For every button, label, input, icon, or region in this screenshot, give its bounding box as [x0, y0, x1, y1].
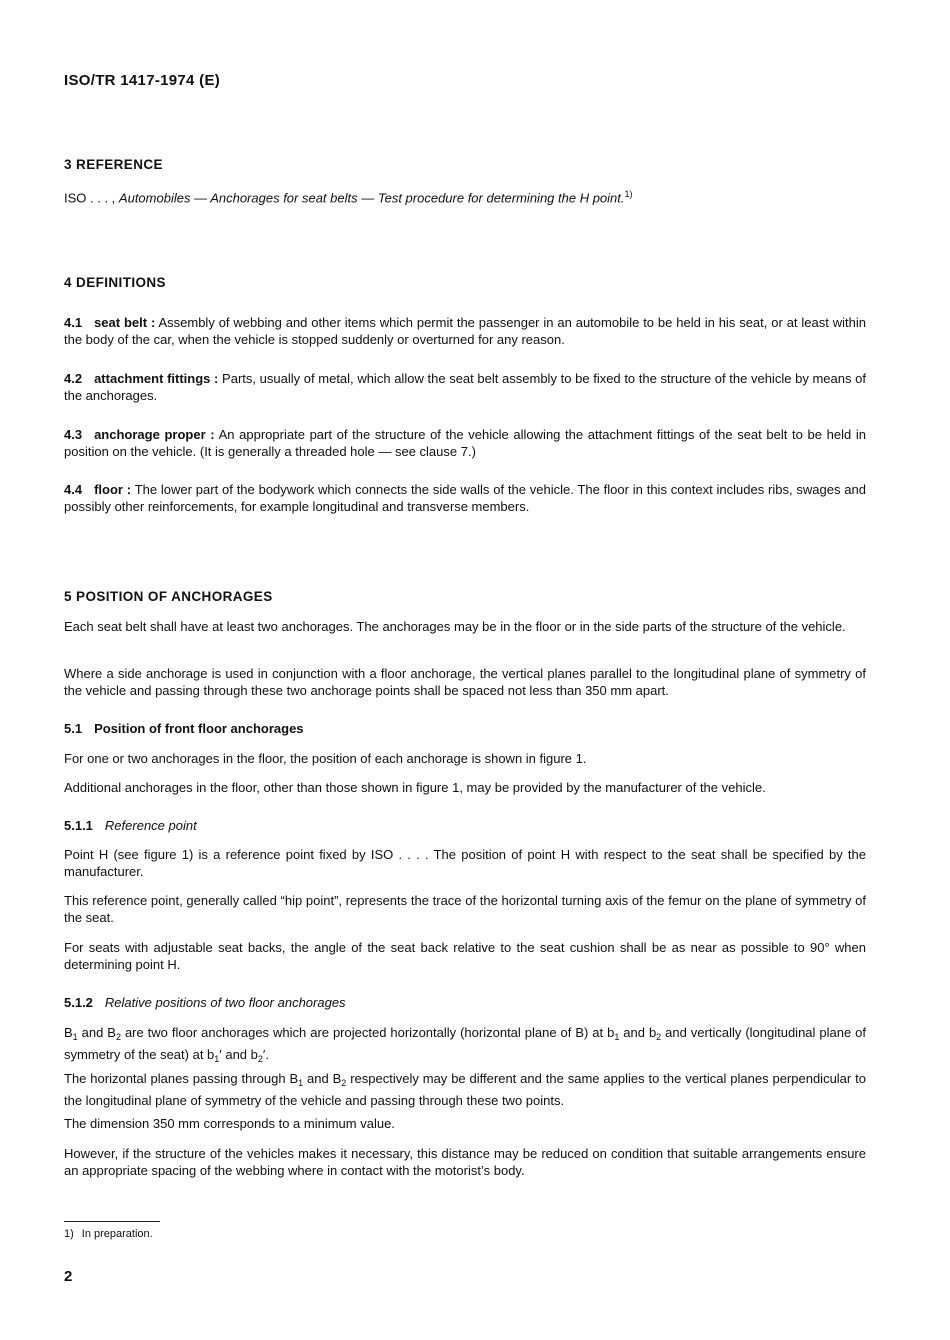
definition-4-4 — [64, 481, 866, 515]
definition-number: 4.4 — [64, 482, 83, 497]
subsection-5-1-2-paragraph-4: However, if the structure of the vehicles makes it necessary, this distance may be reduced on condition that suitable arrangements ensure an appropriate spacing of the webbing where in contact with the motorist’s body. — [64, 1146, 866, 1178]
subscript: 1 — [214, 1054, 220, 1064]
text-segment: and vertically (longitudinal plane of symmetry of the seat) at b — [64, 1025, 866, 1062]
reference-prefix: ISO . . . , — [64, 190, 116, 206]
text-b: B — [64, 1025, 73, 1040]
definition-text: Assembly of webbing and other items which permit the passenger in an automobile to be held in his seat, or at least within the body of the car, when the vehicle is stopped suddenly or overturned for any reason. — [64, 315, 866, 347]
definition-4-1 — [64, 314, 866, 348]
subsection-5-1-2-paragraph-1: $B_1$ and $B_2$ are two floor anchorages which are projected horizontally (horizontal plane of B) at $b_1$ and $b_2$ and vertically (longitudinal plane of symmetry of the seat) at $b_1'$ and $b_2'$. — [64, 1025, 866, 1064]
subsection-5-1-1-paragraph-3: For seats with adjustable seat backs, the angle of the seat back relative to the seat cushion shall be as near as possible to 90° when determining point H. — [64, 940, 866, 972]
definition-4-3 — [64, 426, 866, 460]
definition-number: 4.3 — [64, 427, 83, 442]
subsection-title: Relative positions of two floor anchorages — [104, 995, 346, 1010]
footnote-mark: 1) — [64, 1228, 74, 1240]
reference-title: Automobiles — Anchorages for seat belts — Test procedure for determining the H point. — [118, 190, 625, 206]
subscript: 2 — [115, 1032, 121, 1042]
subsection-5-1-1-paragraph-1: Point H (see figure 1) is a reference point fixed by ISO . . . . The position of point H with respect to the seat shall be specified by the manufacturer. — [64, 847, 866, 879]
definition-text: Parts, usually of metal, which allow the seat belt assembly to be fixed to the structure of the vehicle by means of the anchorages. — [64, 371, 866, 403]
text-end: . — [265, 1047, 269, 1062]
subsection-number: 5.1.1 — [64, 818, 93, 833]
definition-text: An appropriate part of the structure of the vehicle allowing the attachment fittings of the seat belt to be held in position on the vehicle. (It is generally a threaded hole — see clause 7.) — [64, 427, 867, 459]
subscript: 2 — [341, 1078, 347, 1088]
subscript: 1 — [72, 1032, 78, 1042]
prime-mark: ′ — [219, 1047, 222, 1062]
section-5-heading: 5 POSITION OF ANCHORAGES — [64, 589, 273, 604]
subsection-title: Position of front floor anchorages — [94, 721, 304, 736]
subscript: 2 — [656, 1032, 662, 1042]
text-and: and — [221, 1047, 251, 1062]
subsection-number: 5.1 — [64, 721, 83, 736]
section-4-heading: 4 DEFINITIONS — [64, 275, 166, 290]
subsection-5-1-2-paragraph-3: The dimension 350 mm corresponds to a minimum value. — [64, 1116, 395, 1131]
text-and: and — [619, 1025, 649, 1040]
subscript: 2 — [257, 1054, 263, 1064]
text-b: B — [107, 1025, 116, 1040]
text-segment: are two floor anchorages which are projected horizontally (horizontal plane of B) at b — [120, 1025, 615, 1040]
footnote — [64, 1228, 153, 1240]
section-5-paragraph-2: Where a side anchorage is used in conjunction with a floor anchorage, the vertical planes parallel to the longitudinal plane of symmetry of the vehicle and passing through these two anchorage points shall be spaced not less than 350 mm apart. — [64, 666, 866, 698]
section-5-paragraph-1: Each seat belt shall have at least two anchorages. The anchorages may be in the floor or in the side parts of the structure of the vehicle. — [64, 619, 846, 634]
subsection-5-1-heading — [64, 721, 304, 736]
definition-number: 4.2 — [64, 371, 83, 386]
definition-4-2 — [64, 370, 866, 404]
text-and: and — [303, 1071, 333, 1086]
definition-term: seat belt : — [94, 315, 156, 330]
definition-text: The lower part of the bodywork which connects the side walls of the vehicle. The floor in this context includes ribs, swages and possibly other reinforcements, for example longitudinal and transverse members. — [64, 482, 866, 514]
text-and: and — [77, 1025, 108, 1040]
footnote-text: In preparation. — [81, 1228, 153, 1240]
definition-term: attachment fittings : — [94, 371, 219, 386]
text-segment: The horizontal planes passing through B — [64, 1071, 299, 1086]
text-segment: respectively may be different and the same applies to the vertical planes perpendicular to the longitudinal plane of symmetry of the vehicle and passing through these two points. — [64, 1071, 866, 1108]
section-3-heading: 3 REFERENCE — [64, 157, 163, 172]
subsection-5-1-1-heading — [64, 818, 197, 833]
section-3-reference — [64, 186, 866, 206]
subsection-title: Reference point — [104, 818, 197, 833]
subsection-5-1-2-paragraph-2 — [64, 1070, 866, 1109]
subscript: 1 — [298, 1078, 304, 1088]
reference-footnote-mark: 1) — [624, 189, 633, 199]
prime-mark: ′ — [262, 1047, 266, 1062]
subsection-5-1-1-paragraph-2: This reference point, generally called “hip point”, represents the trace of the horizontal turning axis of the femur on the plane of symmetry of the seat. — [64, 893, 866, 925]
definition-term: anchorage proper : — [94, 427, 215, 442]
footnote-divider — [64, 1221, 160, 1222]
subsection-5-1-paragraph-2: Additional anchorages in the floor, other than those shown in figure 1, may be provided by the manufacturer of the vehicle. — [64, 780, 766, 795]
definition-number: 4.1 — [64, 315, 83, 330]
text-b: B — [332, 1071, 342, 1086]
subscript: 1 — [614, 1032, 620, 1042]
subsection-5-1-paragraph-1: For one or two anchorages in the floor, the position of each anchorage is shown in figure 1. — [64, 751, 587, 766]
page-number: 2 — [64, 1268, 73, 1285]
document-id: ISO/TR 1417-1974 (E) — [64, 72, 221, 89]
subsection-5-1-2-heading — [64, 995, 346, 1010]
definition-term: floor : — [94, 482, 132, 497]
subsection-number: 5.1.2 — [64, 995, 93, 1010]
